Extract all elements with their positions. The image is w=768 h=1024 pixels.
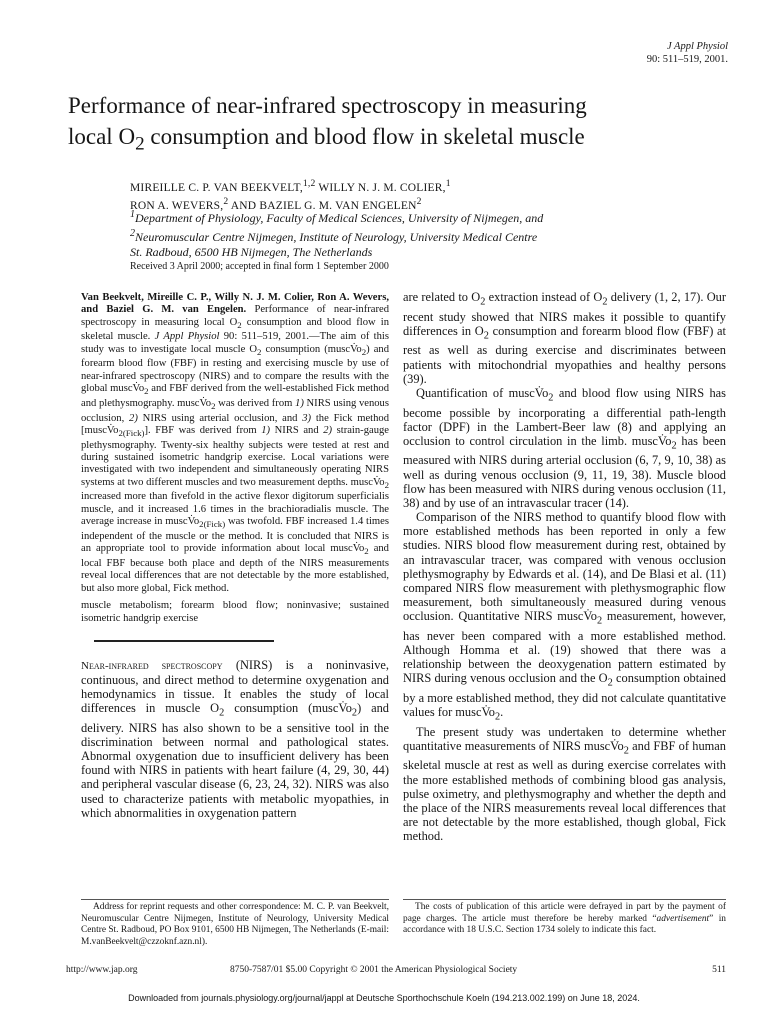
body-sub: 2 (495, 711, 501, 723)
copyright-line: 8750-7587/01 $5.00 Copyright © 2001 the American Physiological Society (230, 965, 518, 975)
author-4: AND BAZIEL G. M. VAN ENGELEN (228, 200, 417, 213)
intro-text: ) and delivery. NIRS has also shown to be a sensitive tool in the discrimination between normal and pathological states. Abnormal oxygenation due to insufficient delivery has been found with NIRS in patients with heart failure (4, 29, 30, 44) and peripheral vascular disease (6, 23, 24, 32). NIRS was also used to characterize patients with metabolic myopathies, in which abnormalities in oxygenation pattern (81, 701, 389, 820)
footnote-italic: advertisement (656, 913, 710, 924)
body-text: delivery (1, 2, 17). Our recent study showed that NIRS makes it possible to quantify differences in O (403, 290, 726, 338)
title-line-2b: consumption and blood flow in skeletal muscle (144, 124, 585, 149)
body-text: measurement, however, has never been compared with a more established method. Although Homma et al. (19) showed that there was a relationship between the deoxygenation pattern estimated by NIRS during venous occlusion and the O (403, 609, 726, 686)
abstract-sub: 2 (237, 320, 242, 331)
body-text: Comparison of the NIRS method to quantify blood flow with more established methods has been reported in only a few studies. NIRS blood flow measurement during rest, obtained by an intravascular tracer, was compared with venous occlusion plethysmography by Edwards et al. (14), and De Blasi et al. (11) compared NIRS flow measurement with plethysmographic flow measurement, both simultaneously measured during venous occlusion. Quantitative NIRS muscV̇o (403, 510, 726, 624)
abstract-journal: J Appl Physiol (154, 331, 220, 343)
author-2: WILLY N. J. M. COLIER, (315, 181, 446, 194)
author-3: RON A. WEVERS, (130, 200, 224, 213)
section-divider (94, 640, 274, 642)
journal-volume-pages: 90: 511–519, 2001. (646, 54, 728, 65)
footnote-text: ” in accordance with 18 U.S.C. Section 1734 solely to indicate this fact. (403, 913, 726, 936)
body-text: consumption obtained by a more established method, they did not calculate quantitative values for muscV̇o (403, 671, 726, 720)
abstract-authors: Van Beekvelt, Mireille C. P., Willy N. J. M. Colier, Ron A. Wevers, and Baziel G. M. van Engelen. (81, 292, 389, 316)
abstract (81, 292, 389, 595)
abstract-text: 90: 511–519, 2001.—The aim of this study was to investigate local muscle O (81, 331, 389, 355)
affiliations (130, 207, 690, 260)
abstract-text: was derived from (215, 397, 296, 409)
correspondence-footnote: Address for reprint requests and other correspondence: M. C. P. van Beekvelt, Neuromuscular Centre Nijmegen, Institute of Neurology, University Medical Centre St. Radboud, PO Box 9101, 6500 HB Nijmegen, The Netherlands (E-mail: M.vanBeekvelt@czzoknf.azn.nl). (81, 902, 389, 947)
body-text: and FBF of human skeletal muscle at rest as well as during exercise correlates with the more established methods of combining blood gas analysis, pulse oximetry, and plethysmography and whether the depth and the place of the NIRS measurements reveal local differences that are not detectable by the more established, though global, Fick method. (403, 738, 726, 844)
footnote-text: The costs of publication of this article were defrayed in part by the payment of page charges. The article must therefore be hereby marked “ (403, 902, 726, 924)
title-sub: 2 (135, 133, 145, 155)
intro-text: consumption (muscV̇o (224, 701, 352, 716)
body-text: and blood flow using NIRS has become possible by incorporating a differential path-length factor (DPF) in the Lambert-Beer law (8) and applying an occlusion to control circulation in the limb. muscV̇o (403, 385, 726, 448)
abstract-text: consumption and blood flow in skeletal muscle. (81, 316, 390, 343)
author-2-sup: 1 (445, 178, 451, 189)
download-notice: Downloaded from journals.physiology.org/journal/jappl at Deutsche Sporthochschule Koeln (194.213.002.199) on June 18, 2024. (128, 993, 640, 1003)
author-1-sup: 1,2 (302, 178, 316, 189)
journal-url-link[interactable]: http://www.jap.org (66, 965, 138, 975)
abstract-enum: 1) (295, 397, 304, 409)
page-number: 511 (712, 965, 726, 975)
journal-citation (647, 40, 728, 66)
affil-line-2: Neuromuscular Centre Nijmegen, Institute of Neurology, University Medical Centre (135, 230, 538, 244)
article-title (68, 90, 708, 160)
affil-sup-1: 1 (130, 209, 135, 220)
abstract-sub: 2 (384, 480, 389, 490)
abstract-sub: 2(Fick) (199, 519, 226, 530)
abstract-text: was twofold. FBF increased 1.4 times independent of the muscle or the method. It is concluded that NIRS is an appropriate tool to provide information about local muscV̇o (81, 516, 389, 555)
abstract-text: NIRS and (270, 424, 324, 436)
abstract-enum: 2) (129, 412, 138, 424)
abstract-sub: 2 (257, 347, 262, 358)
author-4-sup: 2 (416, 196, 422, 208)
body-text: has been measured with NIRS during arterial occlusion (6, 7, 9, 10, 38) as well as during venous occlusion (9, 11, 19, 38). Muscle blood flow has been measured with NIRS during venous occlusion (11, 38) and by use of an intravascular tracer (14). (403, 433, 726, 510)
body-sub: 2 (623, 745, 629, 757)
body-text: extraction instead of O (485, 290, 603, 304)
footnote-rule-left (81, 899, 389, 900)
abstract-sub: 2 (364, 546, 369, 557)
paragraph-quantification (403, 386, 726, 510)
abstract-text: Performance of near-infrared spectroscopy in measuring local O (81, 304, 389, 328)
received-dates: Received 3 April 2000; accepted in final form 1 September 2000 (130, 261, 389, 272)
page-charges-footnote (403, 902, 726, 937)
right-column (403, 290, 726, 843)
abstract-text: and FBF derived from the well-established Fick method and plethysmography. muscV̇o (81, 383, 389, 409)
author-1: MIREILLE C. P. VAN BEEKVELT, (130, 181, 303, 194)
body-text: . (500, 705, 504, 720)
body-sub: 2 (548, 392, 554, 404)
keywords: muscle metabolism; forearm blood flow; noninvasive; sustained isometric handgrip exercise (81, 600, 389, 624)
abstract-sub: 2(Fick) (118, 428, 145, 439)
affil-line-3: St. Radboud, 6500 HB Nijmegen, The Netherlands (130, 245, 373, 259)
abstract-text: ) and forearm blood flow (FBF) in resting and exercising muscle by use of near-infrared spectroscopy (NIRS) and to compare the results with the global muscV̇o (81, 343, 389, 395)
left-column (81, 292, 389, 820)
abstract-sub: 2 (211, 401, 216, 412)
abstract-text: the Fick method [muscV̇o (81, 412, 389, 436)
body-text: are related to O (403, 290, 481, 304)
body-sub: 2 (671, 440, 677, 452)
author-3-sup: 2 (223, 196, 229, 208)
paragraph-present-study (403, 725, 726, 844)
title-line-1: Performance of near-infrared spectroscopy in measuring (68, 93, 587, 118)
footnote-rule-right (403, 899, 726, 900)
abstract-sub: 2 (361, 347, 367, 358)
body-sub: 2 (483, 330, 489, 342)
intro-lead-smallcaps: Near-infrared spectroscopy (81, 660, 223, 673)
body-text: Quantification of muscV̇o (416, 385, 549, 400)
affil-sup-2: 2 (130, 228, 135, 239)
abstract-text: consumption (muscV̇o (261, 343, 362, 355)
abstract-text: NIRS using arterial occlusion, and (137, 412, 303, 424)
abstract-enum: 3) (302, 412, 312, 424)
intro-paragraph (81, 658, 389, 820)
abstract-text: NIRS using venous occlusion, (81, 397, 389, 424)
intro-text: (NIRS) is a noninvasive, continuous, and direct method to determine oxygenation and hemodynamics in tissue. It enables the study of local differences in muscle O (81, 658, 389, 716)
journal-name: J Appl Physiol (666, 41, 728, 52)
body-sub: 2 (480, 296, 486, 308)
abstract-text: increased more than fivefold in the active flexor digitorum superficialis muscle, and it increased 1.6 times in the brachioradialis muscle. The average increase in muscV̇o (81, 491, 389, 528)
abstract-text: ]. FBF was derived from (144, 424, 262, 436)
abstract-enum: 1) (261, 424, 271, 436)
abstract-sub: 2 (144, 386, 149, 397)
body-sub: 2 (602, 296, 608, 308)
title-line-2a: local O (68, 124, 136, 149)
intro-sub: 2 (219, 707, 225, 719)
abstract-enum: 2) (323, 424, 333, 436)
abstract-text: strain-gauge plethysmography. Twenty-six healthy subjects were tested at rest and during sustained isometric handgrip exercise. Local variations were investigated with two independent and simultaneously operating NIRS systems at two different muscles and two measurement depths. muscV̇o (81, 424, 389, 488)
body-sub: 2 (607, 677, 613, 689)
body-text: The present study was undertaken to determine whether quantitative measurements of NIRS muscV̇o (403, 724, 726, 753)
intro-sub: 2 (351, 707, 358, 719)
abstract-text: and local FBF because both place and depth of the NIRS measurements reveal local differences that are not detectable by the more established, but also more global, Fick method. (81, 543, 389, 594)
body-text: consumption and forearm blood flow (FBF) at rest as well as during exercise and discriminates between patients with mitochondrial myopathies and healthy persons (39). (403, 323, 726, 386)
affil-line-1: Department of Physiology, Faculty of Medical Sciences, University of Nijmegen, and (135, 211, 544, 225)
body-sub: 2 (596, 615, 603, 627)
paragraph-continued (403, 290, 726, 386)
paragraph-comparison (403, 510, 726, 725)
